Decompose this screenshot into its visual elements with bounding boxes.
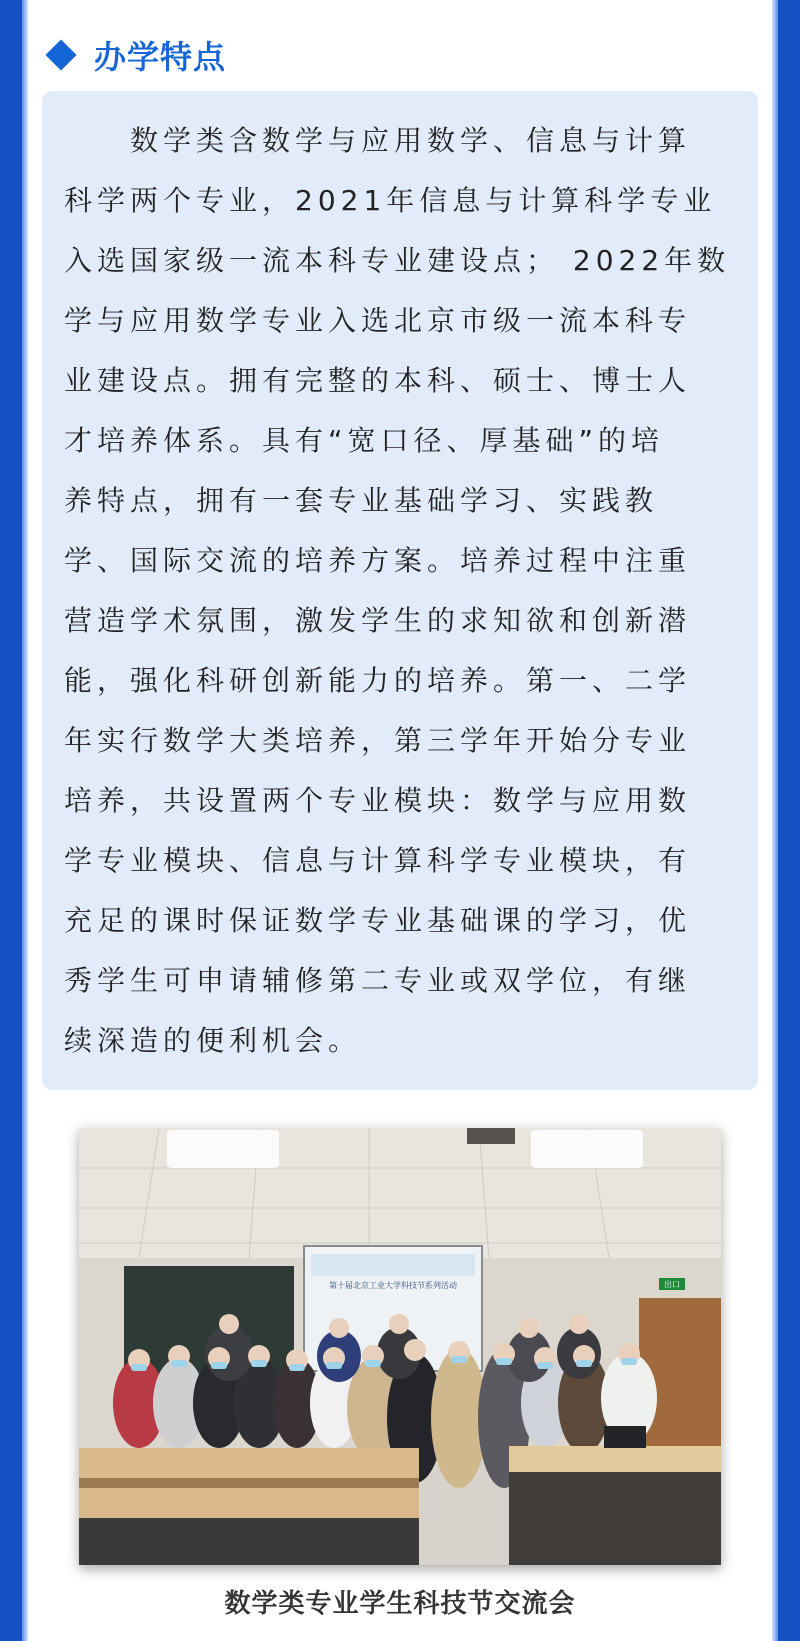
- body-line: 养特点，拥有一套专业基础学习、实践教: [64, 484, 659, 517]
- body-line: 学与应用数学专业入选北京市级一流本科专: [64, 304, 692, 337]
- body-line: 数学类含数学与应用数学、信息与计算: [130, 124, 692, 157]
- body-line: 才培养体系。具有“宽口径、厚基础”的培: [64, 424, 665, 457]
- diamond-icon: [45, 39, 76, 70]
- exit-sign: 出口: [664, 1280, 680, 1289]
- group-photo: [79, 1128, 721, 1565]
- body-line: 营造学术氛围，激发学生的求知欲和创新潜: [64, 604, 692, 637]
- body-line: 科学两个专业，2021年信息与计算科学专业: [64, 184, 717, 217]
- body-line: 充足的课时保证数学专业基础课的学习，优: [64, 904, 692, 937]
- section-header: [44, 30, 226, 80]
- body-line: 能，强化科研创新能力的培养。第一、二学: [64, 664, 692, 697]
- intro-text-card: [42, 91, 758, 1090]
- body-line: 学、国际交流的培养方案。培养过程中注重: [64, 544, 692, 577]
- left-border: [0, 0, 22, 1641]
- right-border: [778, 0, 800, 1641]
- body-line: 培养，共设置两个专业模块：数学与应用数: [64, 784, 692, 817]
- screen-caption: 第十届北京工业大学科技节系列活动: [329, 1281, 457, 1290]
- body-line: 续深造的便利机会。: [64, 1024, 362, 1057]
- body-line: 业建设点。拥有完整的本科、硕士、博士人: [64, 364, 692, 397]
- section-title: 办学特点: [94, 38, 227, 76]
- body-line: 学专业模块、信息与计算科学专业模块，有: [64, 844, 692, 877]
- body-line: 入选国家级一流本科专业建设点； 2022年数: [64, 244, 731, 277]
- body-line: 年实行数学大类培养，第三学年开始分专业: [64, 724, 692, 757]
- body-line: 秀学生可申请辅修第二专业或双学位，有继: [64, 964, 692, 997]
- photo-caption: 数学类专业学生科技节交流会: [224, 1589, 576, 1619]
